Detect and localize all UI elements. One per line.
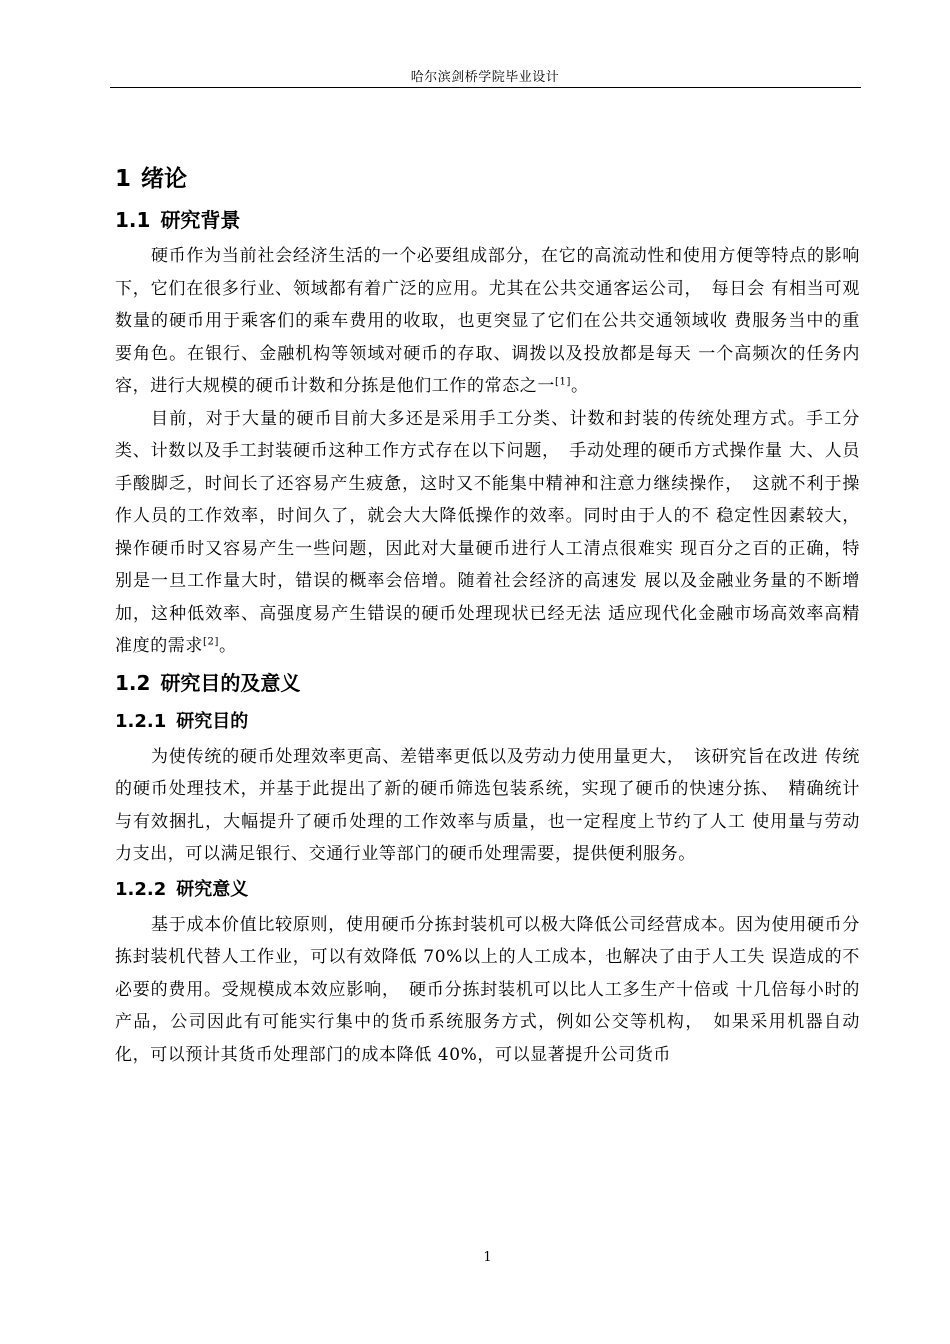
section-title: 研究目的及意义 [160, 670, 301, 695]
paragraph-purpose [115, 741, 860, 871]
section-title: 研究背景 [160, 208, 241, 232]
paragraph-significance [115, 909, 860, 1072]
citation-ref: [1] [555, 376, 571, 388]
header-rule [110, 87, 861, 88]
paragraph-text: 基于成本价值比较原则，使用硬币分拣封装机可以极大降低公司经营成本。因为使用硬币分拣封装机代替人工作业，可以有效降低 70%以上的人工成本，也解决了由于人工失 误造成的不必要的费用。受规模成本效应影响， 硬币分拣封装机可以比人工多生产十倍或 十几倍每小时的产品，公司因此有可能实行集中的货币系统服务方式，例如公交等机构， 如果采用机器自动化，可以预计其货币处理部门的成本降低 40%，可以显著提升公司货币 [115, 914, 860, 1065]
section-number: 1.2 [115, 670, 151, 695]
chapter-title: 绪论 [141, 166, 188, 192]
running-header: 哈尔滨剑桥学院毕业设计 [410, 70, 560, 85]
section-number: 1.1 [115, 208, 151, 232]
subsection-number: 1.2.1 [115, 710, 167, 732]
section-heading-1-1 [115, 200, 860, 240]
subsection-heading-1-2-2 [115, 871, 860, 909]
chapter-number: 1 [115, 166, 132, 192]
paragraph-background-2 [115, 403, 860, 663]
page-number: 1 [483, 1250, 492, 1265]
chapter-heading [115, 158, 860, 200]
subsection-title: 研究意义 [176, 878, 249, 900]
subsection-title: 研究目的 [176, 710, 249, 732]
paragraph-text: 硬币作为当前社会经济生活的一个必要组成部分，在它的高流动性和使用方便等特点的影响下，它们在很多行业、领域都有着广泛的应用。尤其在公共交通客运公司， 每日会 有相当可观数量的硬币用于乘客们的乘车费用的收取，也更突显了它们在公共交通领域收 费服务当中的重要角色。在银行、金融机构等领域对硬币的存取、调拨以及投放都是每天 一个高频次的任务内容，进行大规模的硬币计数和分拣是他们工作的常态之一 [115, 246, 860, 396]
citation-ref: [2] [203, 636, 219, 648]
paragraph-end: 。 [218, 636, 237, 656]
subsection-number: 1.2.2 [115, 878, 167, 900]
paragraph-text: 为使传统的硬币处理效率更高、差错率更低以及劳动力使用量更大， 该研究旨在改进 传统的硬币处理技术，并基于此提出了新的硬币筛选包装系统，实现了硬币的快速分拣、 精确统计与有效捆扎，大幅提升了硬币处理的工作效率与质量，也一定程度上节约了人工 使用量与劳动力支出，可以满足银行、交通行业等部门的硬币处理需要，提供便利服务。 [115, 746, 860, 864]
subsection-heading-1-2-1 [115, 703, 860, 741]
paragraph-text: 目前，对于大量的硬币目前大多还是采用手工分类、计数和封装的传统处理方式。手工分类、计数以及手工封装硬币这种工作方式存在以下问题， 手动处理的硬币方式操作量 大、人员手酸脚乏，时间长了还容易产生疲惫，这时又不能集中精神和注意力继续操作， 这就不利于操作人员的工作效率，时间久了，就会大大降低操作的效率。同时由于人的不 稳定性因素较大，操作硬币时又容易产生一些问题，因此对大量硬币进行人工清点很难实 现百分之百的正确，特别是一旦工作量大时，错误的概率会倍增。随着社会经济的高速发 展以及金融业务量的不断增加，这种低效率、高强度易产生错误的硬币处理现状已经无法 适应现代化金融市场高效率高精准度的需求 [115, 408, 860, 656]
paragraph-background-1 [115, 240, 860, 403]
paragraph-end: 。 [570, 376, 589, 396]
page-body [115, 158, 860, 1071]
section-heading-1-2 [115, 663, 860, 703]
